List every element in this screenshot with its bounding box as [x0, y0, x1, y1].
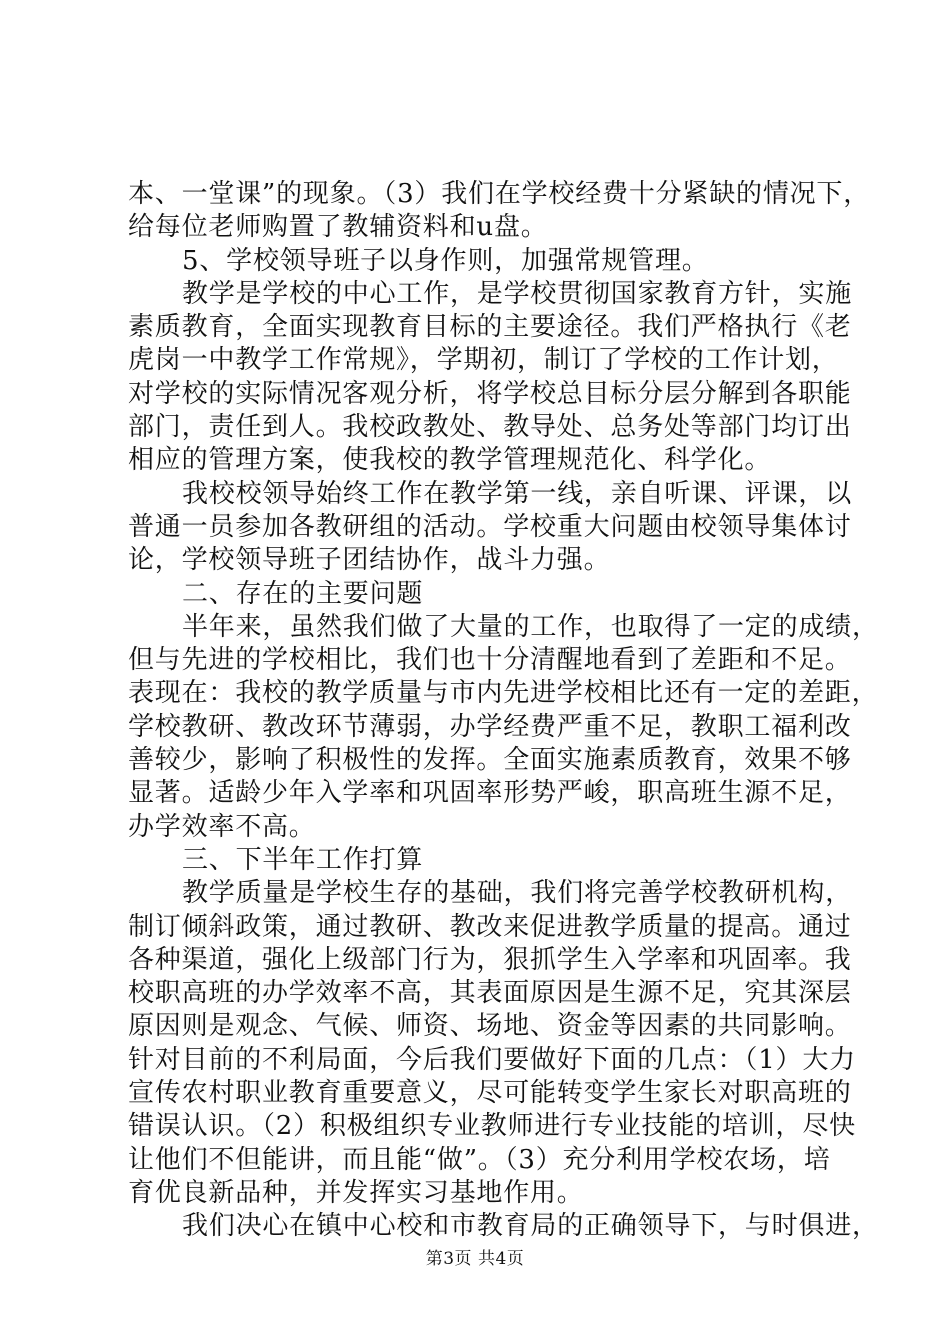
text-line: 二、存在的主要问题	[182, 578, 424, 609]
text-line: 我们决心在镇中心校和市教育局的正确领导下，与时俱进，	[182, 1211, 879, 1242]
text-line: 半年来，虽然我们做了大量的工作，也取得了一定的成绩，	[182, 611, 879, 642]
text-line: 原因则是观念、气候、师资、场地、资金等因素的共同影响。	[128, 1011, 852, 1042]
text-line: 教学质量是学校生存的基础，我们将完善学校教研机构，	[182, 878, 853, 909]
text-line: 但与先进的学校相比，我们也十分清醒地看到了差距和不足。	[128, 645, 852, 676]
text-line: 论，学校领导班子团结协作，战斗力强。	[128, 545, 611, 576]
text-line: 给每位老师购置了教辅资料和u盘。	[128, 212, 548, 243]
text-line: 学校教研、教改环节薄弱，办学经费严重不足，教职工福利改	[128, 711, 852, 742]
text-line: 素质教育，全面实现教育目标的主要途径。我们严格执行《老	[128, 312, 852, 343]
text-line: 让他们不但能讲，而且能“做”。（3）充分利用学校农场，培	[128, 1144, 831, 1175]
text-line: 我校校领导始终工作在教学第一线，亲自听课、评课，以	[182, 478, 853, 509]
text-line: 表现在：我校的教学质量与市内先进学校相比还有一定的差距，	[128, 678, 879, 709]
text-line: 针对目前的不利局面，今后我们要做好下面的几点：（1）大力	[128, 1044, 856, 1075]
text-line: 错误认识。（2）积极组织专业教师进行专业技能的培训，尽快	[128, 1111, 856, 1142]
page-footer: 第3页 共4页	[425, 1249, 525, 1269]
text-line: 虎岗一中教学工作常规》，学期初，制订了学校的工作计划，	[128, 345, 839, 376]
text-line: 办学效率不高。	[128, 811, 316, 842]
text-line: 教学是学校的中心工作，是学校贯彻国家教育方针，实施	[182, 278, 853, 309]
text-line: 本、一堂课”的现象。（3）我们在学校经费十分紧缺的情况下，	[128, 179, 871, 209]
text-line: 善较少，影响了积极性的发挥。全面实施素质教育，效果不够	[128, 745, 852, 776]
text-line: 三、下半年工作打算	[182, 844, 424, 875]
text-line: 制订倾斜政策，通过教研、教改来促进教学质量的提高。通过	[128, 911, 852, 942]
text-line: 5、学校领导班子以身作则，加强常规管理。	[182, 245, 709, 276]
text-line: 宣传农村职业教育重要意义，尽可能转变学生家长对职高班的	[128, 1078, 852, 1109]
text-line: 部门，责任到人。我校政教处、教导处、总务处等部门均订出	[128, 412, 852, 443]
text-line: 相应的管理方案，使我校的教学管理规范化、科学化。	[128, 445, 772, 476]
text-line: 各种渠道，强化上级部门行为，狠抓学生入学率和巩固率。我	[128, 944, 852, 975]
text-line: 普通一员参加各教研组的活动。学校重大问题由校领导集体讨	[128, 511, 852, 542]
text-line: 育优良新品种，并发挥实习基地作用。	[128, 1177, 584, 1208]
text-line: 显著。适龄少年入学率和巩固率形势严峻，职高班生源不足，	[128, 778, 852, 809]
document-body	[128, 178, 879, 1244]
text-line: 校职高班的办学效率不高，其表面原因是生源不足，究其深层	[128, 978, 852, 1009]
text-line: 对学校的实际情况客观分析，将学校总目标分层分解到各职能	[128, 378, 852, 409]
